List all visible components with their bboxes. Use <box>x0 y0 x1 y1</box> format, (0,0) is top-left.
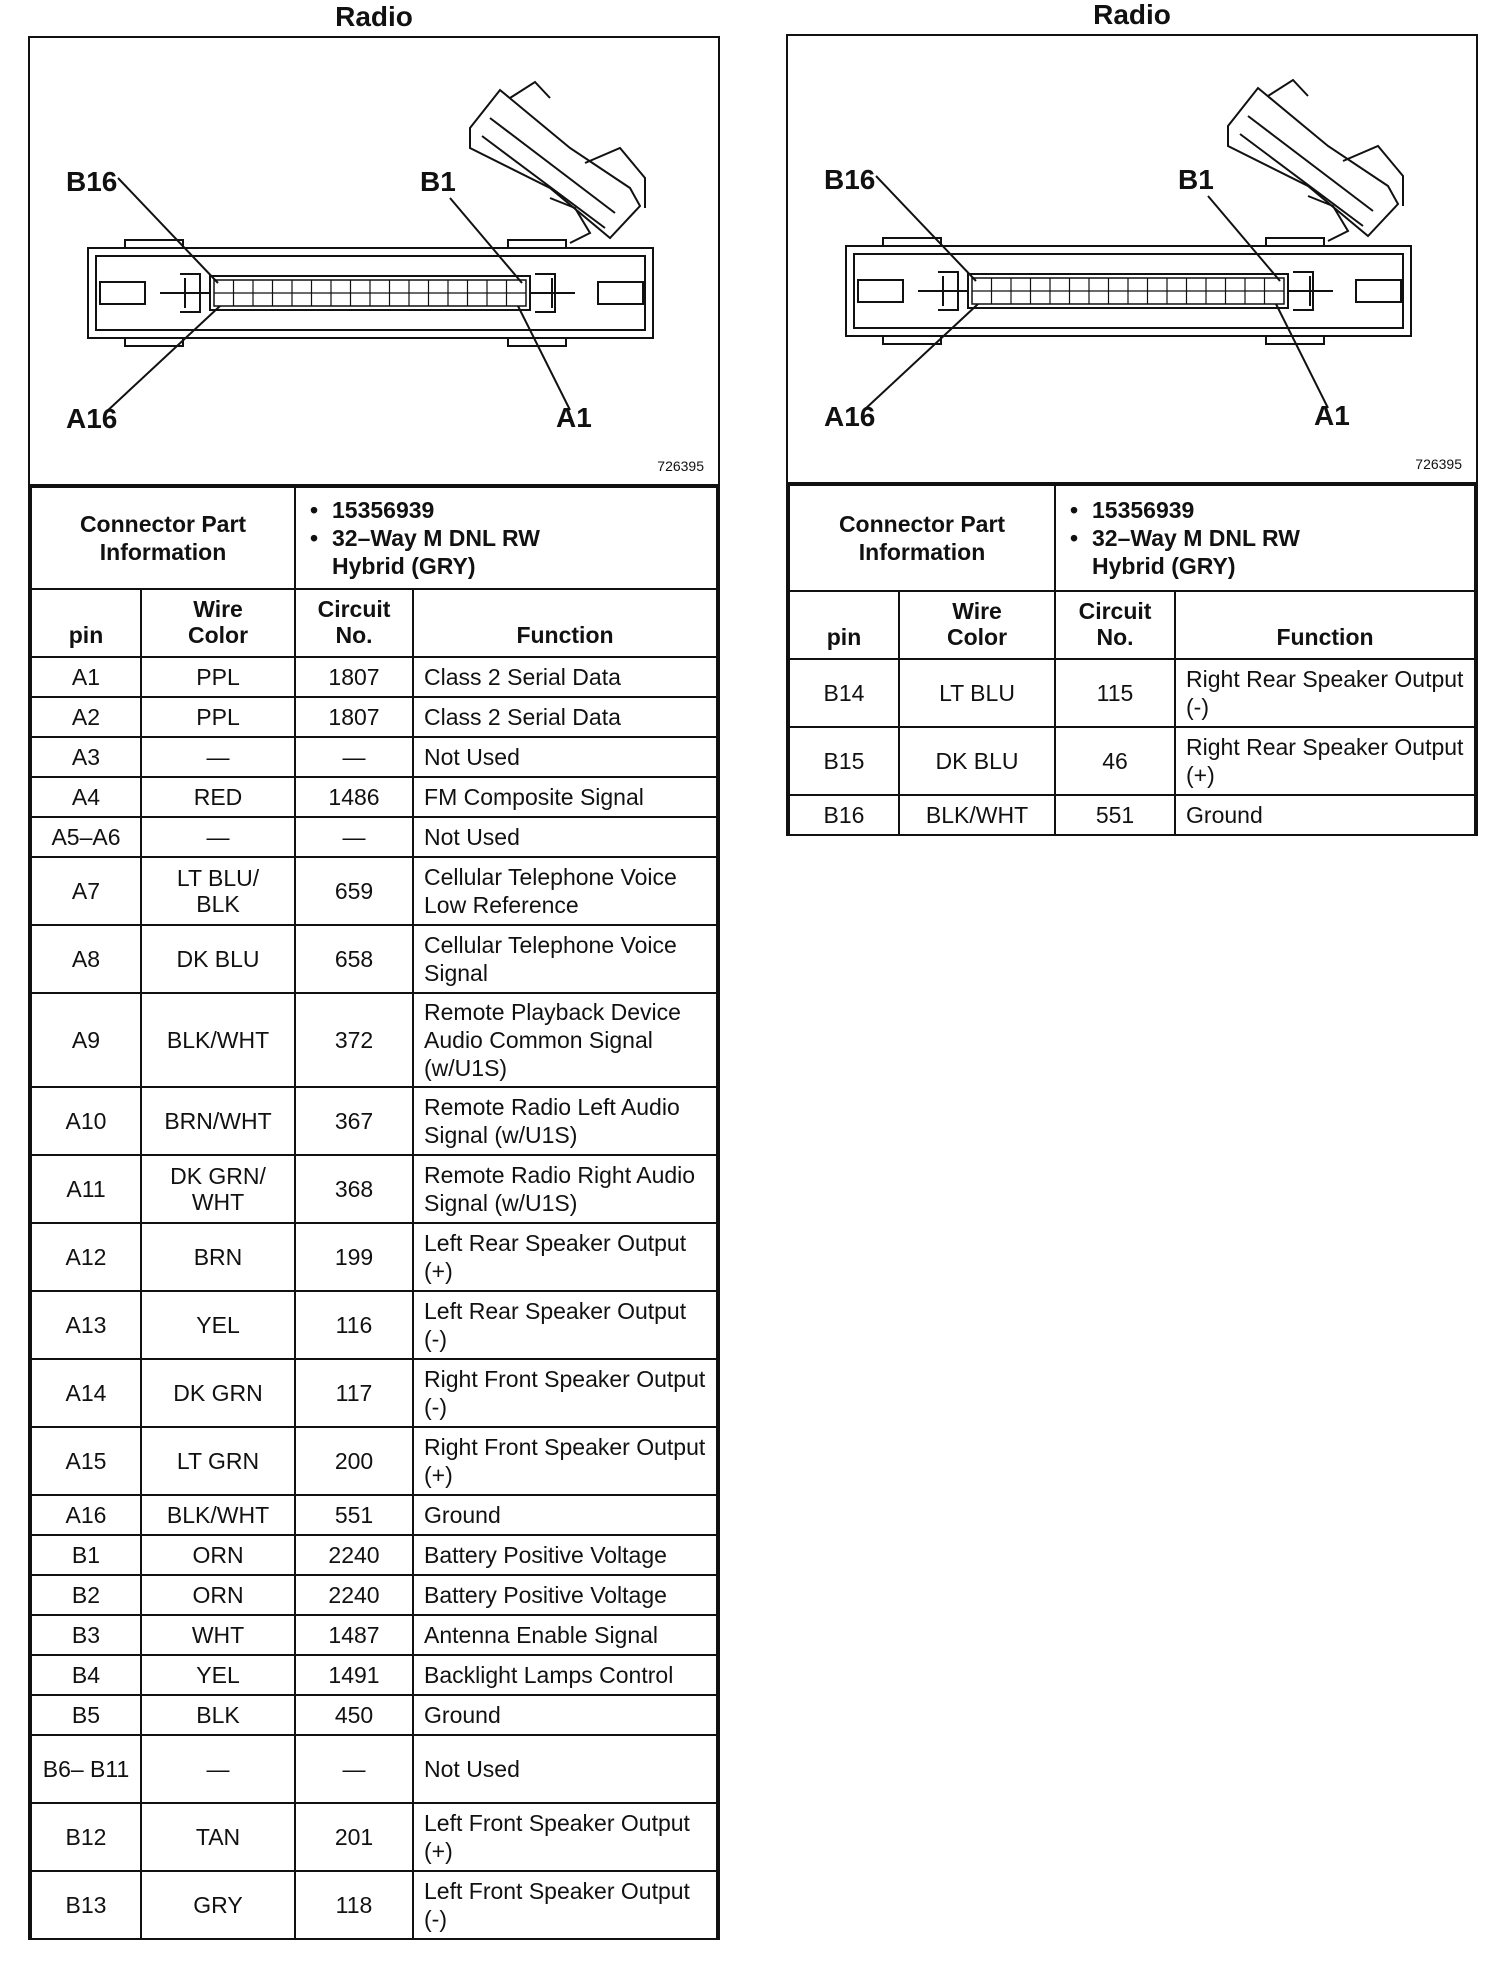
header-circuit: Circuit No. <box>1055 591 1175 659</box>
wire-color-cell: BRN/WHT <box>141 1087 295 1155</box>
circuit-cell: 2240 <box>295 1575 413 1615</box>
function-cell: Battery Positive Voltage <box>413 1575 717 1615</box>
wire-color-cell: PPL <box>141 697 295 737</box>
table-row <box>789 795 1475 835</box>
table-row <box>31 925 717 993</box>
connector-part-number: • 15356939 <box>308 496 704 524</box>
leader-lines <box>105 178 570 413</box>
table-row <box>31 1615 717 1655</box>
pin-cell: A2 <box>31 697 141 737</box>
connector-info-values <box>295 487 717 589</box>
table-row <box>31 1359 717 1427</box>
wire-color-cell: ORN <box>141 1575 295 1615</box>
function-cell: Right Front Speaker Output (+) <box>413 1427 717 1495</box>
pin-cell: B2 <box>31 1575 141 1615</box>
label-b1: B1 <box>1178 164 1214 195</box>
connector-description: • 32–Way M DNL RW Hybrid (GRY) <box>308 524 704 580</box>
wire-color-cell: DK BLU <box>141 925 295 993</box>
function-cell: Ground <box>1175 795 1475 835</box>
circuit-cell: 1807 <box>295 697 413 737</box>
table-header <box>789 591 1475 659</box>
wire-color-cell: BRN <box>141 1223 295 1291</box>
wire-color-cell: DK BLU <box>899 727 1055 795</box>
wire-color-cell: — <box>141 817 295 857</box>
wire-color-cell: BLK/WHT <box>899 795 1055 835</box>
connector-diagram <box>30 38 718 486</box>
panel-title: Radio <box>1093 0 1171 30</box>
right-panel <box>786 0 1478 836</box>
wire-color-cell: DK GRN <box>141 1359 295 1427</box>
pin-cell: A5–A6 <box>31 817 141 857</box>
circuit-cell: 658 <box>295 925 413 993</box>
pin-cell: B3 <box>31 1615 141 1655</box>
circuit-cell: 372 <box>295 993 413 1087</box>
table-row <box>31 1655 717 1695</box>
function-cell: Cellular Telephone Voice Low Reference <box>413 857 717 925</box>
label-a1: A1 <box>556 402 592 433</box>
pin-cell: A12 <box>31 1223 141 1291</box>
circuit-cell: 1486 <box>295 777 413 817</box>
function-cell: Left Front Speaker Output (-) <box>413 1871 717 1939</box>
function-cell: Ground <box>413 1495 717 1535</box>
panel-frame <box>28 36 720 1940</box>
wire-color-cell: LT GRN <box>141 1427 295 1495</box>
circuit-cell: 551 <box>1055 795 1175 835</box>
circuit-cell: 118 <box>295 1871 413 1939</box>
circuit-cell: 2240 <box>295 1535 413 1575</box>
table-row <box>31 1291 717 1359</box>
pin-cell: B13 <box>31 1871 141 1939</box>
circuit-cell: 551 <box>295 1495 413 1535</box>
table-row <box>31 1695 717 1735</box>
pin-cell: B12 <box>31 1803 141 1871</box>
wire-color-cell: WHT <box>141 1615 295 1655</box>
connector-drawing <box>30 38 718 484</box>
connector-info-label: Connector Part Information <box>789 485 1055 591</box>
circuit-cell: 46 <box>1055 727 1175 795</box>
function-cell: Right Rear Speaker Output (+) <box>1175 727 1475 795</box>
function-cell: Left Front Speaker Output (+) <box>413 1803 717 1871</box>
table-header <box>31 589 717 657</box>
function-cell: Cellular Telephone Voice Signal <box>413 925 717 993</box>
table-row <box>31 1535 717 1575</box>
diagram-part-number: 726395 <box>1415 456 1462 472</box>
table-row <box>31 1427 717 1495</box>
circuit-cell: 1487 <box>295 1615 413 1655</box>
pin-cell: A7 <box>31 857 141 925</box>
function-cell: Remote Playback Device Audio Common Signal (w/U1S) <box>413 993 717 1087</box>
connector-info-row <box>31 487 717 589</box>
connector-part-number: • 15356939 <box>1068 496 1462 524</box>
circuit-cell: 1807 <box>295 657 413 697</box>
connector-3d-icon <box>470 82 645 243</box>
header-pin: pin <box>789 591 899 659</box>
function-cell: Remote Radio Left Audio Signal (w/U1S) <box>413 1087 717 1155</box>
header-function: Function <box>413 589 717 657</box>
table-row <box>31 1575 717 1615</box>
pin-cell: B16 <box>789 795 899 835</box>
pin-cell: B14 <box>789 659 899 727</box>
header-circuit: Circuit No. <box>295 589 413 657</box>
wire-color-cell: LT BLU <box>899 659 1055 727</box>
connector-info-values <box>1055 485 1475 591</box>
function-cell: FM Composite Signal <box>413 777 717 817</box>
pin-cell: A1 <box>31 657 141 697</box>
pin-cell: B5 <box>31 1695 141 1735</box>
wire-color-cell: PPL <box>141 657 295 697</box>
circuit-cell: 1491 <box>295 1655 413 1695</box>
pin-cells <box>214 280 526 306</box>
connector-description: • 32–Way M DNL RW Hybrid (GRY) <box>1068 524 1462 580</box>
pin-cell: A14 <box>31 1359 141 1427</box>
wire-color-cell: BLK/WHT <box>141 1495 295 1535</box>
circuit-cell: 199 <box>295 1223 413 1291</box>
table-row <box>31 697 717 737</box>
header-function: Function <box>1175 591 1475 659</box>
header-wire-color: Wire Color <box>141 589 295 657</box>
pin-cell: A3 <box>31 737 141 777</box>
wire-color-cell: BLK/WHT <box>141 993 295 1087</box>
wire-color-cell: TAN <box>141 1803 295 1871</box>
pin-cell: B15 <box>789 727 899 795</box>
pin-cell: A15 <box>31 1427 141 1495</box>
circuit-cell: 368 <box>295 1155 413 1223</box>
wire-color-cell: — <box>141 1735 295 1803</box>
pinout-table <box>30 486 718 1940</box>
connector-drawing <box>788 36 1476 482</box>
circuit-cell: 450 <box>295 1695 413 1735</box>
left-panel <box>28 0 720 1940</box>
table-row <box>789 659 1475 727</box>
function-cell: Antenna Enable Signal <box>413 1615 717 1655</box>
connector-diagram <box>788 36 1476 484</box>
table-row <box>31 1803 717 1871</box>
function-cell: Right Front Speaker Output (-) <box>413 1359 717 1427</box>
wire-color-cell: YEL <box>141 1291 295 1359</box>
function-cell: Right Rear Speaker Output (-) <box>1175 659 1475 727</box>
function-cell: Remote Radio Right Audio Signal (w/U1S) <box>413 1155 717 1223</box>
wire-color-cell: YEL <box>141 1655 295 1695</box>
header-pin: pin <box>31 589 141 657</box>
wire-color-cell: GRY <box>141 1871 295 1939</box>
table-row <box>31 737 717 777</box>
function-cell: Not Used <box>413 1735 717 1803</box>
label-a16: A16 <box>824 401 876 432</box>
table-row <box>31 817 717 857</box>
panel-title: Radio <box>335 1 413 32</box>
function-cell: Ground <box>413 1695 717 1735</box>
pin-cell: A11 <box>31 1155 141 1223</box>
label-b16: B16 <box>66 166 118 197</box>
pinout-table <box>788 484 1476 836</box>
label-b16: B16 <box>824 164 876 195</box>
function-cell: Class 2 Serial Data <box>413 657 717 697</box>
label-a1: A1 <box>1314 400 1350 431</box>
connector-3d-icon <box>1228 80 1403 241</box>
connector-info-label: Connector Part Information <box>31 487 295 589</box>
function-cell: Class 2 Serial Data <box>413 697 717 737</box>
wire-color-cell: — <box>141 737 295 777</box>
function-cell: Left Rear Speaker Output (-) <box>413 1291 717 1359</box>
wire-color-cell: RED <box>141 777 295 817</box>
table-row <box>31 1871 717 1939</box>
pin-cell: A16 <box>31 1495 141 1535</box>
circuit-cell: 367 <box>295 1087 413 1155</box>
circuit-cell: 116 <box>295 1291 413 1359</box>
table-row <box>31 1087 717 1155</box>
circuit-cell: 201 <box>295 1803 413 1871</box>
function-cell: Battery Positive Voltage <box>413 1535 717 1575</box>
table-row <box>31 657 717 697</box>
function-cell: Not Used <box>413 817 717 857</box>
table-row <box>31 993 717 1087</box>
diagram-part-number: 726395 <box>657 458 704 474</box>
table-row <box>789 727 1475 795</box>
table-row <box>31 1735 717 1803</box>
circuit-cell: 659 <box>295 857 413 925</box>
leader-lines <box>863 176 1328 411</box>
pin-cell: A9 <box>31 993 141 1087</box>
function-cell: Left Rear Speaker Output (+) <box>413 1223 717 1291</box>
circuit-cell: — <box>295 1735 413 1803</box>
circuit-cell: — <box>295 817 413 857</box>
circuit-cell: — <box>295 737 413 777</box>
pin-cell: A8 <box>31 925 141 993</box>
pin-cells <box>972 278 1284 304</box>
table-row <box>31 1223 717 1291</box>
panel-frame <box>786 34 1478 836</box>
connector-info-row <box>789 485 1475 591</box>
function-cell: Not Used <box>413 737 717 777</box>
table-row <box>31 1495 717 1535</box>
function-cell: Backlight Lamps Control <box>413 1655 717 1695</box>
circuit-cell: 200 <box>295 1427 413 1495</box>
pin-cell: A13 <box>31 1291 141 1359</box>
pin-cell: B4 <box>31 1655 141 1695</box>
circuit-cell: 115 <box>1055 659 1175 727</box>
table-row <box>31 777 717 817</box>
wire-color-cell: LT BLU/ BLK <box>141 857 295 925</box>
table-row <box>31 857 717 925</box>
header-wire-color: Wire Color <box>899 591 1055 659</box>
circuit-cell: 117 <box>295 1359 413 1427</box>
table-row <box>31 1155 717 1223</box>
wire-color-cell: ORN <box>141 1535 295 1575</box>
pin-cell: B1 <box>31 1535 141 1575</box>
label-a16: A16 <box>66 403 118 434</box>
label-b1: B1 <box>420 166 456 197</box>
wire-color-cell: BLK <box>141 1695 295 1735</box>
wire-color-cell: DK GRN/ WHT <box>141 1155 295 1223</box>
pin-cell: B6– B11 <box>31 1735 141 1803</box>
pin-cell: A10 <box>31 1087 141 1155</box>
pin-cell: A4 <box>31 777 141 817</box>
